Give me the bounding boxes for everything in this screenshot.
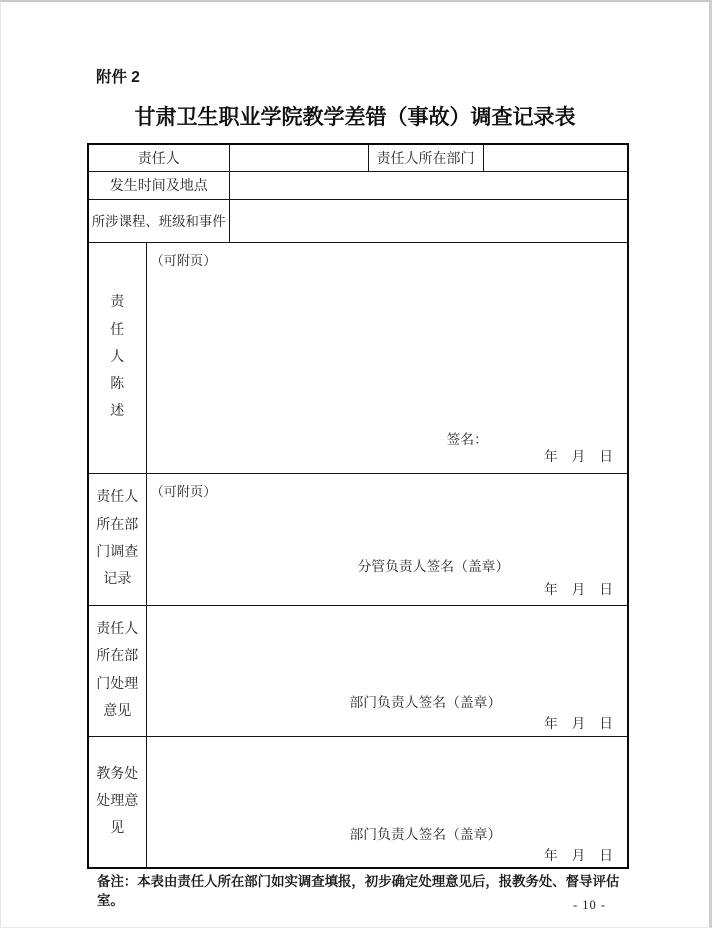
signature-label: 部门负责人签名（盖章） <box>349 827 502 842</box>
page-number: - 10 - <box>573 898 607 912</box>
time-place-label: 发生时间及地点 <box>88 171 229 199</box>
dept-opinion-label: 责任人所在部门处理意见 <box>96 621 139 719</box>
statement-label-cell <box>88 242 146 473</box>
responsible-person-value-cell <box>229 144 368 171</box>
signature-label: 签名： <box>446 431 488 447</box>
table-row <box>88 242 628 473</box>
attachment-label: 附件 2 <box>96 69 140 86</box>
time-place-value-cell <box>229 171 628 199</box>
responsible-department-label: 责任人所在部门 <box>368 144 483 171</box>
dept-opinion-label-cell <box>88 605 146 736</box>
course-class-event-value-cell <box>229 199 628 242</box>
academic-office-opinion-label: 教务处处理意见 <box>96 766 139 837</box>
dept-investigation-label-cell <box>88 473 146 605</box>
table-row <box>88 605 628 736</box>
attach-page-hint: （可附页） <box>150 483 217 499</box>
date-label: 年 月 日 <box>544 848 613 863</box>
signature-label: 部门负责人签名（盖章） <box>349 694 502 710</box>
responsible-person-label: 责任人 <box>88 144 229 171</box>
statement-label: 责任人陈述 <box>110 295 125 420</box>
course-class-event-label: 所涉课程、班级和事件 <box>88 199 229 242</box>
academic-office-opinion-label-cell <box>88 736 146 868</box>
responsible-department-value-cell <box>483 144 628 171</box>
dept-investigation-label: 责任人所在部门调查记录 <box>96 490 139 588</box>
date-label: 年 月 日 <box>544 581 613 597</box>
table-row <box>88 171 628 199</box>
investigation-form-table <box>87 143 629 869</box>
page-title: 甘肃卫生职业学院教学差错（事故）调查记录表 <box>134 105 576 129</box>
date-label: 年 月 日 <box>544 715 613 731</box>
attach-page-hint: （可附页） <box>150 252 217 268</box>
dept-investigation-content-cell <box>146 473 628 605</box>
table-row <box>88 144 628 171</box>
academic-office-opinion-content-cell <box>146 736 628 868</box>
table-row <box>88 199 628 242</box>
date-label: 年 月 日 <box>544 448 613 464</box>
dept-opinion-content-cell <box>146 605 628 736</box>
table-row <box>88 473 628 605</box>
table-row <box>88 736 628 868</box>
statement-content-cell <box>146 242 628 473</box>
signature-label: 分管负责人签名（盖章） <box>357 558 510 574</box>
footnote: 备注：本表由责任人所在部门如实调查填报，初步确定处理意见后，报教务处、督导评估室。 <box>97 874 620 908</box>
